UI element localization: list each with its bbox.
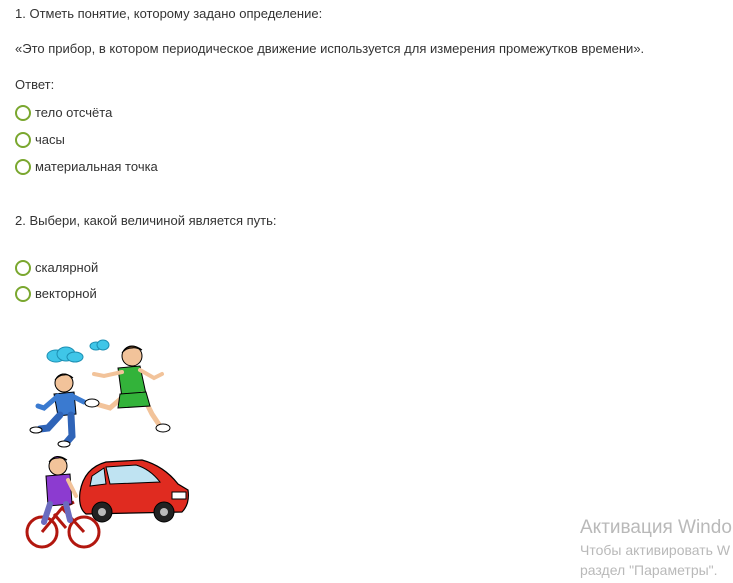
big-runner (85, 346, 170, 432)
question-1-definition: «Это прибор, в котором периодическое движение используется для измерения промежутков времени». (15, 41, 645, 56)
option-body-of-reference[interactable] (15, 104, 112, 122)
option-label: скалярной (35, 260, 99, 275)
question-1-title: 1. Отметь понятие, которому задано определение: (15, 6, 323, 21)
option-label: часы (35, 132, 65, 147)
watermark-line-2: раздел "Параметры". (580, 562, 718, 578)
option-label: материальная точка (35, 159, 158, 174)
watermark-title: Активация Windo (580, 517, 732, 538)
radio-circle-icon[interactable] (15, 286, 31, 302)
radio-circle-icon[interactable] (15, 159, 31, 175)
watermark-line-1: Чтобы активировать W (580, 542, 731, 558)
option-label: тело отсчёта (35, 105, 113, 120)
windows-activation-watermark (580, 516, 733, 580)
radio-circle-icon[interactable] (15, 105, 31, 121)
option-material-point[interactable] (15, 158, 158, 176)
option-scalar[interactable] (15, 259, 98, 277)
option-vector[interactable] (15, 285, 97, 303)
radio-circle-icon[interactable] (15, 132, 31, 148)
radio-circle-icon[interactable] (15, 260, 31, 276)
red-car (80, 460, 189, 522)
question-2-title: 2. Выбери, какой величиной является путь: (15, 213, 277, 228)
answer-label: Ответ: (15, 77, 55, 92)
motion-illustration (14, 336, 196, 576)
option-label: векторной (35, 286, 97, 301)
dust-cloud-icon (47, 340, 109, 362)
option-clock[interactable] (15, 131, 65, 149)
small-runner (30, 374, 84, 447)
